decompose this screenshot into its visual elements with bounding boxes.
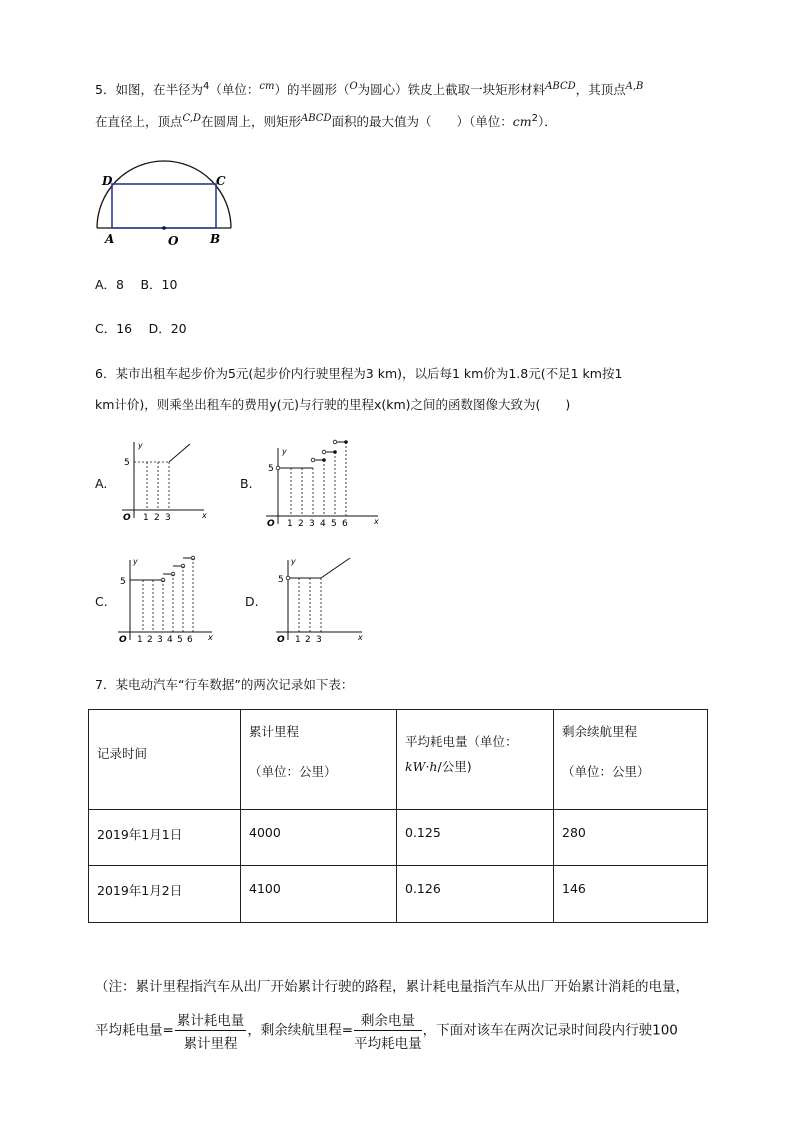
header-record-time: 记录时间 xyxy=(89,710,241,810)
svg-text:y: y xyxy=(138,441,143,450)
svg-text:5: 5 xyxy=(124,458,130,468)
label-o: O xyxy=(168,234,179,248)
svg-text:3: 3 xyxy=(165,513,171,523)
label-a: A xyxy=(105,232,115,246)
q5-line1: 5．如图，在半径为$^4$（单位：$^{cm}$）的半圆形（$^O$为圆心）铁皮上截取一块矩形材料$^{ABCD}$，其顶点$^{A,B}$ xyxy=(95,80,644,97)
svg-text:5: 5 xyxy=(268,464,274,474)
rectangle-abcd xyxy=(112,184,216,228)
header-mileage: 累计里程 （单位：公里） xyxy=(241,710,397,810)
svg-text:5: 5 xyxy=(177,635,183,644)
svg-text:3: 3 xyxy=(309,519,315,528)
driving-data-table xyxy=(88,709,708,923)
table-header-row xyxy=(89,710,708,810)
q7-note-line1: （注：累计里程指汽车从出厂开始累计行驶的路程，累计耗电量指汽车从出厂开始累计消耗的电量， xyxy=(95,979,689,995)
q6-option-d-label: D. xyxy=(245,594,259,609)
svg-text:x: x xyxy=(208,633,213,642)
fraction-avg-power: $\frac{\text{累计耗电量}}{\text{累计里程}}$ xyxy=(175,1009,247,1052)
q6-line2: km计价)，则乘坐出租车的费用y(元)与行驶的里程x(km)之间的函数图像大致为( ) xyxy=(95,397,571,412)
svg-text:x: x xyxy=(358,633,363,642)
svg-text:2: 2 xyxy=(298,519,304,528)
svg-text:6: 6 xyxy=(342,519,348,528)
svg-text:y: y xyxy=(133,557,138,566)
svg-text:6: 6 xyxy=(187,635,193,644)
center-point xyxy=(162,226,166,230)
svg-text:5: 5 xyxy=(120,577,126,587)
table-row: 2019年1月1日 4000 0.125 280 xyxy=(89,810,708,866)
svg-text:4: 4 xyxy=(320,519,326,528)
fraction-remaining-range: $\frac{\text{剩余电量}}{\text{平均耗电量}}$ xyxy=(354,1009,422,1052)
q5-options-cd: C．16 D．20 xyxy=(95,321,187,336)
label-c: C xyxy=(216,174,226,188)
q7-intro: 7．某电动汽车“行车数据”的两次记录如下表： xyxy=(95,677,354,692)
svg-text:5: 5 xyxy=(278,575,284,585)
label-d: D xyxy=(102,174,113,188)
label-b: B xyxy=(210,232,221,246)
svg-text:2: 2 xyxy=(147,635,153,644)
svg-text:5: 5 xyxy=(331,519,337,528)
svg-text:y: y xyxy=(282,447,287,456)
svg-text:1: 1 xyxy=(287,519,293,528)
svg-text:1: 1 xyxy=(295,635,301,644)
svg-text:x: x xyxy=(374,517,379,526)
q5-line2: 在直径上，顶点$^{C,D}$在圆周上，则矩形$^{ABCD}$面积的最大值为（ ）（单位：$cm^2$）． xyxy=(95,112,557,129)
q6-option-c-label: C. xyxy=(95,594,108,609)
graph-c xyxy=(114,552,218,644)
header-remaining-range: 剩余续航里程 （单位：公里） xyxy=(554,710,708,810)
svg-text:O: O xyxy=(119,635,127,644)
svg-text:1: 1 xyxy=(143,513,149,523)
header-avg-power: 平均耗电量（单位： kW·h/公里) xyxy=(397,710,554,810)
svg-text:2: 2 xyxy=(305,635,311,644)
svg-text:4: 4 xyxy=(167,635,173,644)
graph-b xyxy=(262,434,382,528)
svg-text:x: x xyxy=(202,511,207,520)
svg-text:3: 3 xyxy=(157,635,163,644)
svg-text:2: 2 xyxy=(154,513,160,523)
semicircle-figure xyxy=(88,160,238,252)
svg-text:O: O xyxy=(277,635,285,644)
svg-text:O: O xyxy=(123,513,131,523)
table-row: 2019年1月2日 4100 0.126 146 xyxy=(89,866,708,923)
graph-a xyxy=(118,438,210,524)
q7-note-line2: 平均耗电量= $\frac{\text{累计耗电量}}{\text{累计里程}}$ ，剩余续航里程= $\frac{\text{剩余电量}}{\text{平均耗电量}}$ ，下面对该车在两次记录时间段内行驶100 xyxy=(95,1009,678,1052)
svg-text:y: y xyxy=(291,557,296,566)
q6-option-a-label: A. xyxy=(95,476,108,491)
svg-text:1: 1 xyxy=(137,635,143,644)
q5-options-ab: A．8 B．10 xyxy=(95,277,178,292)
svg-text:3: 3 xyxy=(316,635,322,644)
semicircle-arc xyxy=(97,161,231,228)
svg-text:O: O xyxy=(267,519,275,528)
graph-d xyxy=(272,552,368,644)
q6-option-b-label: B. xyxy=(240,476,253,491)
q6-line1: 6．某市出租车起步价为5元(起步价内行驶里程为3 km)，以后每1 km价为1.8元(不足1 km按1 xyxy=(95,366,623,381)
